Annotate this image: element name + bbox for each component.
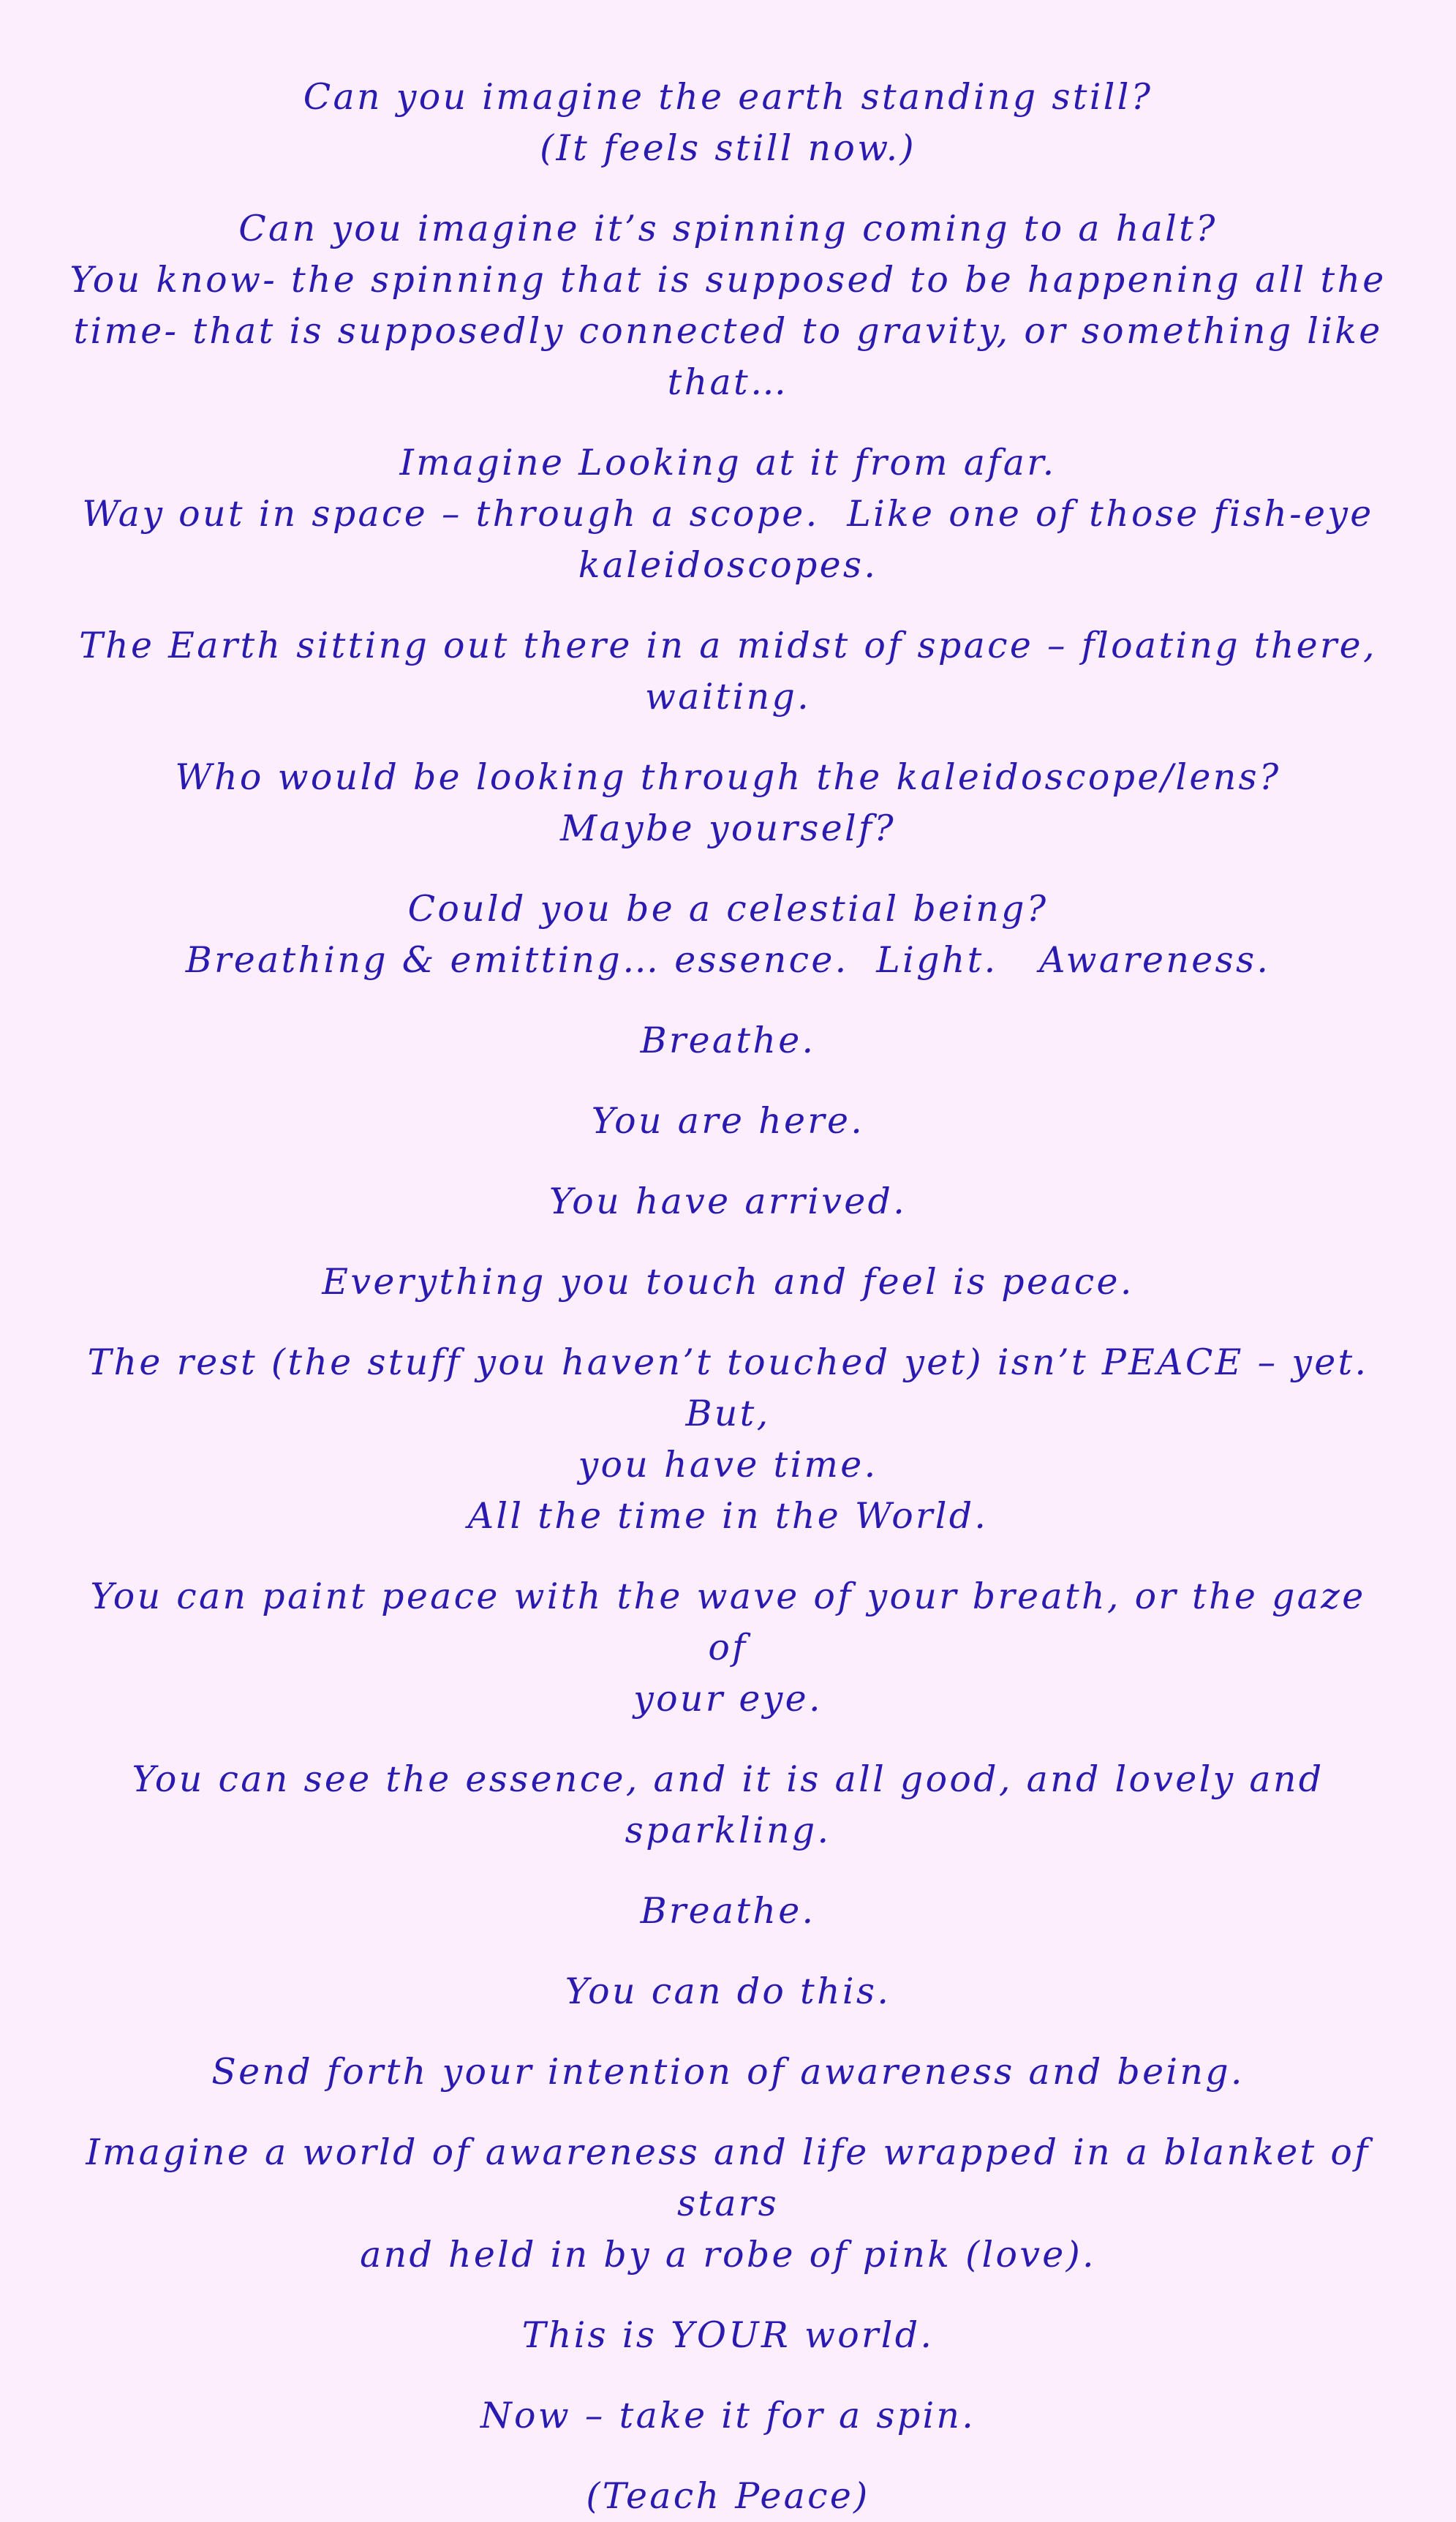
stanza: [66, 2047, 1390, 2098]
poem-line: You know- the spinning that is supposed to be happening all the: [69, 259, 1387, 301]
poem-line: Imagine a world of awareness and life wrapped in a blanket of stars: [86, 2131, 1384, 2224]
poem-line: You are here.: [591, 1100, 865, 1142]
stanza: [66, 1571, 1390, 1725]
poem-line: All the time in the World.: [467, 1495, 989, 1537]
poem-line: Could you be a celestial being?: [407, 888, 1049, 930]
stanza: [66, 2127, 1390, 2281]
poem-line: You can do this.: [565, 1970, 891, 2012]
stanza: [66, 620, 1390, 723]
stanza: [66, 437, 1390, 591]
stanza: [66, 1337, 1397, 1542]
stanza: [66, 1886, 1390, 1937]
poem-line: Can you imagine the earth standing still?: [303, 76, 1153, 118]
stanza: [66, 203, 1390, 408]
poem-line: Who would be looking through the kaleidoscope/lens?: [175, 756, 1281, 798]
poem-line: your eye.: [633, 1678, 823, 1720]
poem-line: You can see the essence, and it is all good, and lovely and sparkling.: [132, 1758, 1338, 1851]
stanza: [66, 1015, 1390, 1066]
stanza: [66, 1176, 1390, 1227]
stanza: [66, 1096, 1390, 1147]
poem-line: You can paint peace with the wave of your breath, or the gaze of: [90, 1576, 1380, 1668]
poem-line: waiting.: [644, 676, 812, 718]
poem-line: (Teach Peace): [586, 2475, 870, 2517]
poem-line: and held in by a robe of pink (love).: [360, 2234, 1096, 2276]
stanza: [66, 752, 1390, 854]
poem-line: you have time.: [578, 1444, 878, 1486]
stanza: [66, 2471, 1390, 2522]
stanza: [66, 2390, 1390, 2442]
stanza: [66, 2310, 1390, 2361]
poem-line: Breathing & emitting… essence. Light. Awareness.: [185, 939, 1271, 981]
stanza: [66, 1966, 1390, 2017]
stanza: [66, 884, 1390, 986]
poem-line: This is YOUR world.: [521, 2314, 935, 2356]
stanza: [66, 72, 1390, 174]
stanza: [66, 1754, 1390, 1856]
poem-line: Way out in space – through a scope. Like one of those fish-eye: [82, 493, 1374, 535]
poem-line: The rest (the stuff you haven’t touched yet) isn’t PEACE – yet. But,: [87, 1341, 1397, 1434]
poem-line: that…: [667, 361, 789, 403]
poem-line: time- that is supposedly connected to gravity, or something like: [73, 310, 1383, 352]
poem-line: Everything you touch and feel is peace.: [322, 1261, 1134, 1303]
poem-line: Send forth your intention of awareness and being.: [211, 2051, 1245, 2093]
poem-line: Can you imagine it’s spinning coming to a halt?: [238, 208, 1218, 249]
poem-line: Breathe.: [640, 1020, 816, 1061]
poem-line: Maybe yourself?: [560, 808, 896, 849]
poem-line: kaleidoscopes.: [578, 544, 878, 586]
poem-line: Now – take it for a spin.: [480, 2395, 976, 2436]
poem-line: You have arrived.: [548, 1181, 908, 1222]
poem-line: The Earth sitting out there in a midst of space – floating there,: [79, 625, 1377, 666]
poem-line: Imagine Looking at it from afar.: [399, 442, 1057, 483]
stanza: [66, 1257, 1390, 1308]
poem-line: (It feels still now.): [540, 127, 916, 169]
poem-line: Breathe.: [640, 1890, 816, 1932]
